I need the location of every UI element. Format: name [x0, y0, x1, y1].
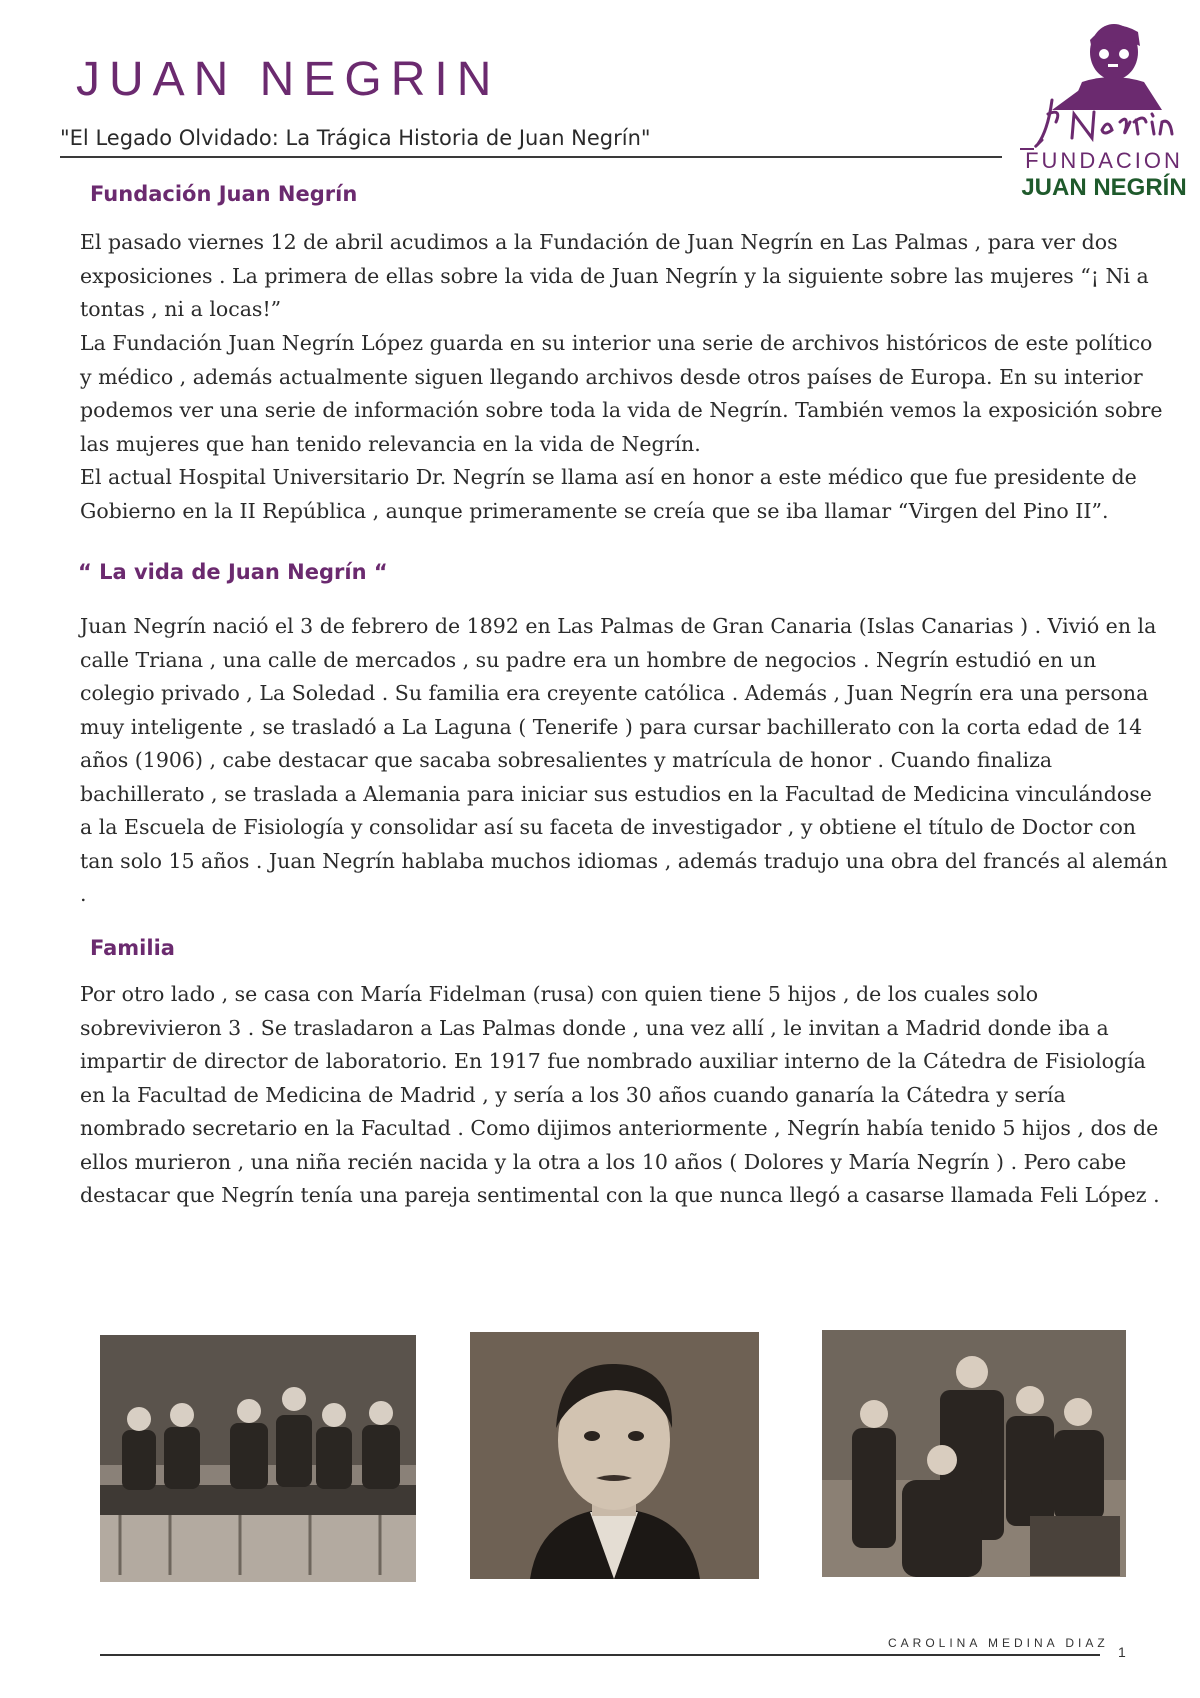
paragraph-familia: Por otro lado , se casa con María Fidelman (rusa) con quien tiene 5 hijos , de los cuales solo sobrevivieron 3 . Se trasladaron a Las Palmas donde , una vez allí , le invitan a Madrid donde iba a impartir de director de laboratorio. En 1917 fue nombrado auxiliar interno de la Cátedra de Fisiología en la Facultad de Medicina de Madrid , y sería a los 30 años cuando ganaría la Cátedra y sería nombrado secretario en la Facultad . Como dijimos anteriormente , Negrín había tenido 5 hijos , dos de ellos murieron , una niña recién nacida y la otra a los 10 años ( Dolores y María Negrín ) . Pero cabe destacar que Negrín tenía una pareja sentimental con la que nunca llegó a casarse llamada Feli López . [80, 982, 1160, 1207]
fundacion-logo [1012, 10, 1194, 210]
page-subtitle: "El Legado Olvidado: La Trágica Historia de Juan Negrín" [60, 126, 651, 150]
negrin-portrait-logo-icon [1012, 10, 1194, 210]
paragraph-fundacion-3: El actual Hospital Universitario Dr. Negrín se llama así en honor a este médico que fue presidente de Gobierno en la II República , aunque primeramente se creía que se iba llamar “Virgen del Pino II”. [80, 465, 1137, 523]
young-negrin-portrait-photo [470, 1332, 759, 1579]
laboratory-group-photo [100, 1335, 416, 1582]
logo-line1: FUNDACION [1025, 148, 1183, 173]
heading-vida: “ La vida de Juan Negrín “ [78, 560, 388, 584]
paragraph-vida: Juan Negrín nació el 3 de febrero de 1892 en Las Palmas de Gran Canaria (Islas Canarias ) . Vivió en la calle Triana , una calle de mercados , su padre era un hombre de negocios . Negrín estudió en un colegio privado , La Soledad . Su familia era creyente católica . Además , Juan Negrín era una persona muy inteligente , se trasladó a La Laguna ( Tenerife ) para cursar bachillerato con la corta edad de 14 años (1906) , cabe destacar que sacaba sobresalientes y matrícula de honor . Cuando finaliza bachillerato , se traslada a Alemania para iniciar sus estudios en la Facultad de Medicina vinculándose a la Escuela de Fisiología y consolidar así su faceta de investigador , y obtiene el título de Doctor con tan solo 15 años . Juan Negrín hablaba muchos idiomas , además tradujo una obra del francés al alemán . [80, 614, 1168, 906]
title-divider [60, 156, 1002, 158]
page-number: 1 [1118, 1644, 1126, 1660]
paragraph-fundacion-1: El pasado viernes 12 de abril acudimos a la Fundación de Juan Negrín en Las Palmas , para ver dos exposiciones . La primera de ellas sobre la vida de Juan Negrín y la siguiente sobre las mujeres “¡ Ni a tontas , ni a locas!” [80, 230, 1149, 321]
footer-divider [100, 1654, 1100, 1656]
page-title: JUAN NEGRIN [76, 53, 501, 106]
footer-author: CAROLINA MEDINA DIAZ [888, 1636, 1109, 1650]
heading-fundacion: Fundación Juan Negrín [90, 182, 358, 206]
family-portrait-photo [822, 1330, 1126, 1577]
heading-familia: Familia [90, 936, 175, 960]
logo-line2: JUAN NEGRÍN [1021, 174, 1187, 201]
paragraph-fundacion-2: La Fundación Juan Negrín López guarda en su interior una serie de archivos históricos de este político y médico , además actualmente siguen llegando archivos desde otros países de Europa. En su interior podemos ver una serie de información sobre toda la vida de Negrín. También vemos la exposición sobre las mujeres que han tenido relevancia en la vida de Negrín. [80, 331, 1163, 456]
